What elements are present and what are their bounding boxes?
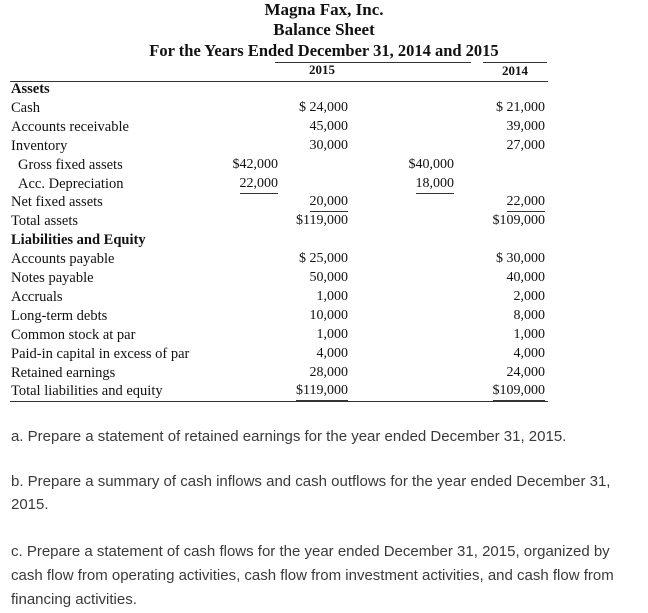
cell-v2014: $ 30,000 (496, 251, 545, 267)
row-label: Assets (11, 81, 50, 97)
row-label: Common stock at par (11, 326, 136, 343)
cell-v2015: 1,000 (316, 326, 348, 342)
cell-v2015: $119,000 (296, 213, 348, 229)
row-label: Paid-in capital in excess of par (11, 345, 190, 362)
row-label: Total assets (11, 213, 79, 230)
cell-v2014: 2,000 (513, 288, 545, 304)
column-header-2014: 2014 (502, 63, 528, 78)
question-b: b. Prepare a summary of cash inflows and cash outflows for the year ended December 31, 2015. (11, 473, 611, 513)
cell-v2014: 39,000 (506, 118, 545, 134)
cell-v2015: $ 24,000 (299, 99, 348, 115)
cell-sub2014: $40,000 (408, 156, 454, 172)
row-label: Accruals (11, 288, 63, 305)
cell-v2015: $119,000 (296, 382, 348, 401)
row-label: Retained earnings (11, 364, 116, 381)
table-bottom-rule (10, 401, 548, 402)
row-label: Long-term debts (11, 307, 108, 324)
row-label: Cash (11, 99, 40, 116)
cell-v2014: 8,000 (513, 307, 545, 323)
company-name: Magna Fax, Inc. (264, 0, 384, 19)
cell-v2014: $ 21,000 (496, 99, 545, 115)
cell-sub2015: $42,000 (232, 156, 278, 172)
cell-v2014: $109,000 (493, 382, 546, 401)
cell-v2014: 22,000 (507, 193, 546, 212)
cell-v2014: 27,000 (506, 137, 545, 153)
cell-sub2014: 18,000 (416, 175, 455, 194)
table-top-rule (10, 81, 548, 82)
row-label: Net fixed assets (11, 194, 103, 211)
row-label: Notes payable (11, 270, 94, 286)
cell-v2014: 40,000 (506, 270, 545, 285)
cell-v2015: 10,000 (309, 307, 348, 323)
cell-sub2015: 22,000 (240, 175, 279, 194)
cell-v2015: 4,000 (316, 345, 348, 361)
cell-v2015: 20,000 (310, 193, 349, 212)
cell-v2014: 24,000 (506, 364, 545, 380)
row-label: Accounts payable (11, 251, 115, 268)
column-header-2015: 2015 (309, 62, 335, 77)
row-label: Liabilities and Equity (11, 232, 146, 249)
question-a: a. Prepare a statement of retained earnings for the year ended December 31, 2015. (11, 428, 567, 445)
cell-v2015: 28,000 (309, 364, 348, 380)
cell-v2015: $ 25,000 (299, 251, 348, 267)
statement-title: Balance Sheet (273, 20, 375, 39)
cell-v2015: 1,000 (316, 288, 348, 304)
row-label: Inventory (11, 137, 68, 154)
cell-v2015: 50,000 (309, 270, 348, 285)
question-c: c. Prepare a statement of cash flows for the year ended December 31, 2015, organized by cash flow from operating activities, cash flow from investment activities, and cash flow from financing activities. (11, 543, 614, 608)
row-label: Total liabilities and equity (11, 383, 163, 400)
row-label: Gross fixed assets (18, 156, 123, 173)
cell-v2014: $109,000 (492, 213, 545, 229)
row-label: Acc. Depreciation (18, 175, 124, 192)
cell-v2014: 4,000 (513, 345, 545, 361)
cell-v2015: 30,000 (309, 137, 348, 153)
statement-period: For the Years Ended December 31, 2014 and 2015 (149, 41, 499, 60)
cell-v2015: 45,000 (309, 118, 348, 134)
row-label: Accounts receivable (11, 118, 129, 135)
cell-v2014: 1,000 (513, 326, 545, 342)
